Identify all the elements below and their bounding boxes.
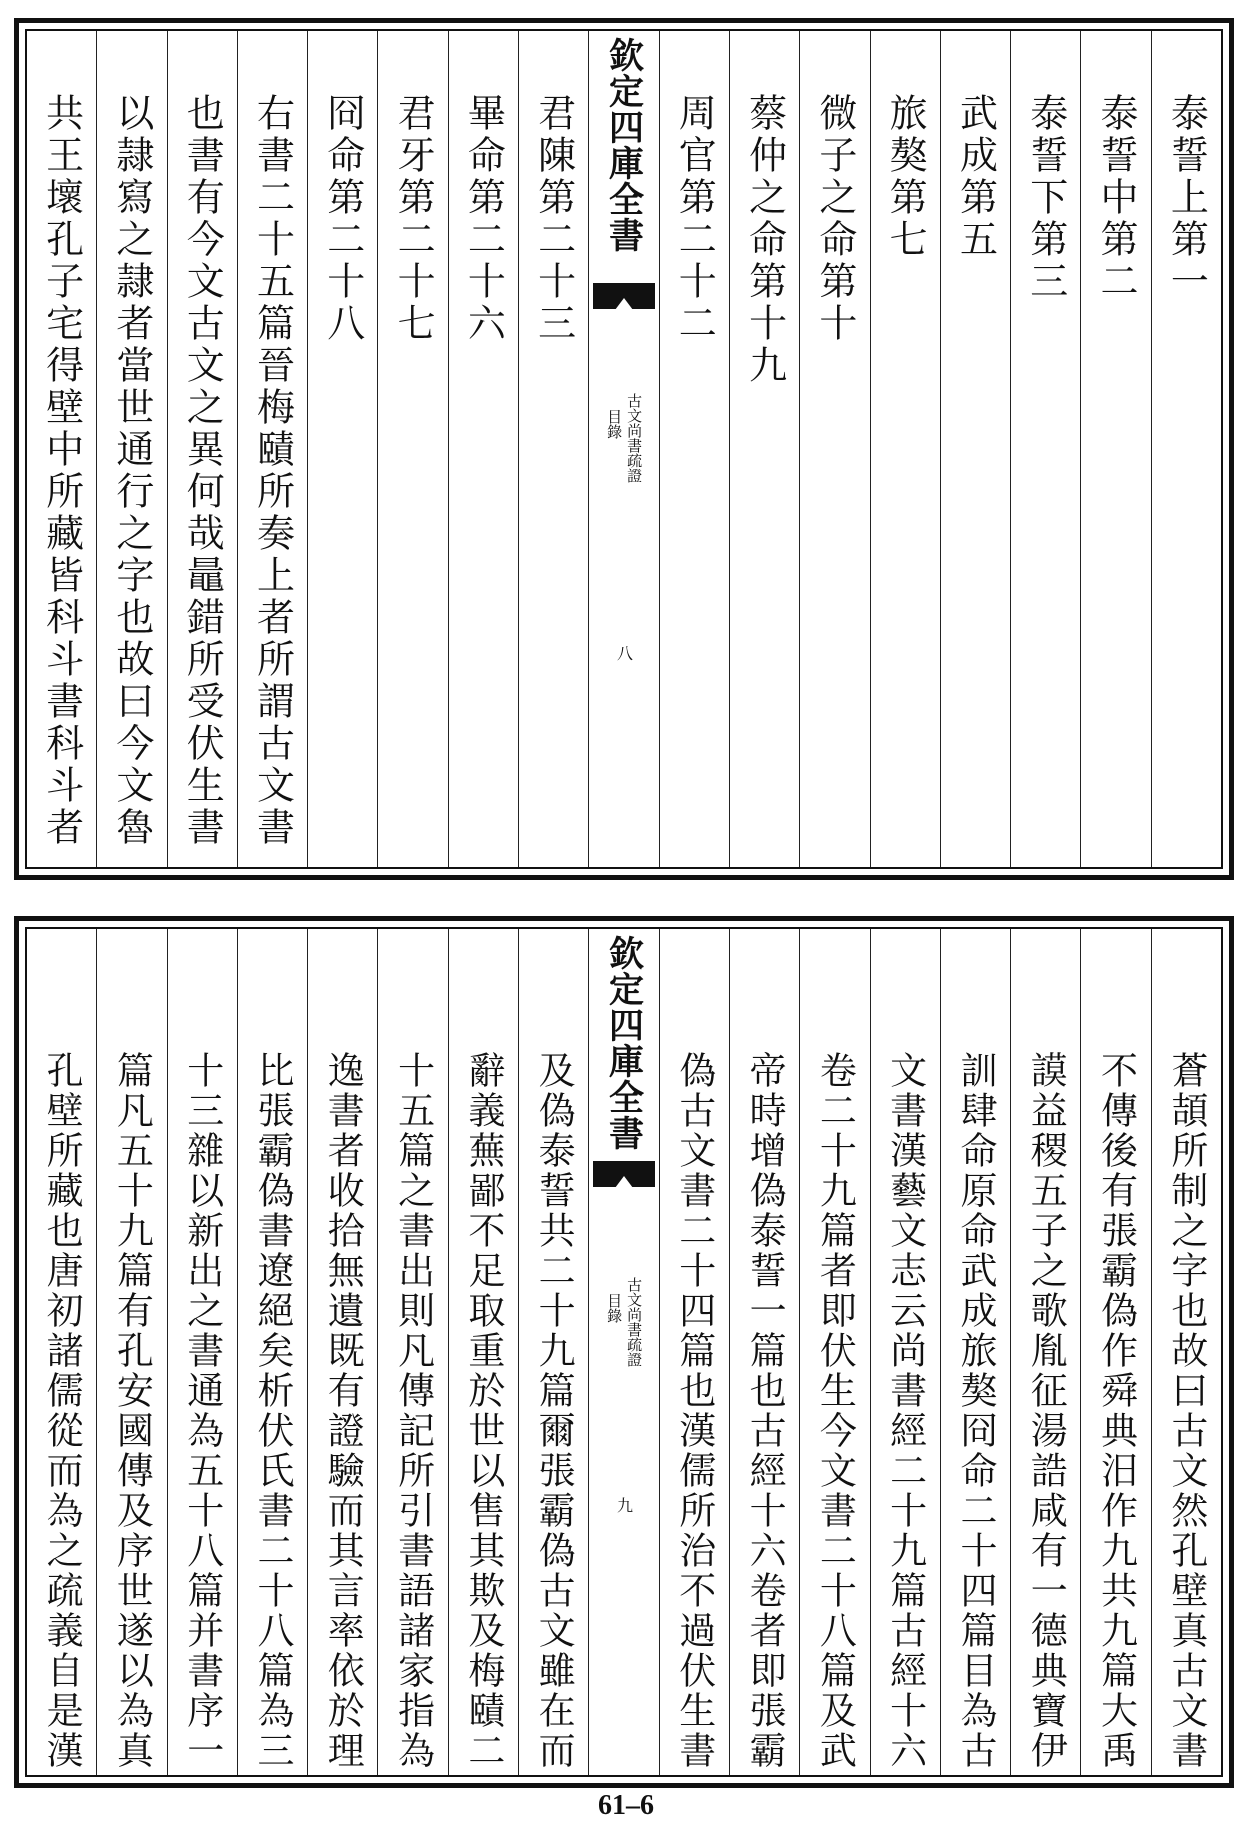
text-column: 文書漢藝文志云尚書經二十九篇古經十六 — [870, 929, 940, 1775]
bottom-columns — [27, 929, 1221, 1775]
book-banner: 欽定四庫全書 — [603, 935, 645, 1151]
text-column: 微子之命第十 — [799, 31, 869, 867]
text-column: 泰誓上第一 — [1151, 31, 1221, 867]
center-label-title: 古文尚書疏證 — [625, 393, 644, 483]
text-column: 孔壁所藏也唐初諸儒從而為之疏義自是漢 — [40, 1051, 84, 1771]
text-column: 蒼頡所制之字也故曰古文然孔壁真古文書 — [1151, 929, 1221, 1775]
text-column: 周官第二十二 — [659, 31, 729, 867]
text-column: 共王壞孔子宅得壁中所藏皆科斗書科斗者 — [39, 93, 84, 849]
center-fold-strip — [588, 929, 658, 1775]
fishtail-mark — [593, 283, 654, 309]
center-label-title: 古文尚書疏證 — [625, 1277, 644, 1367]
text-column: 泰誓中第二 — [1080, 31, 1150, 867]
text-column: 及偽泰誓共二十九篇爾張霸偽古文雖在而 — [518, 929, 588, 1775]
text-column: 君陳第二十三 — [518, 31, 588, 867]
center-fold-strip — [588, 31, 658, 867]
text-column: 武成第五 — [940, 31, 1010, 867]
center-label-section: 目錄 — [605, 409, 624, 439]
text-column: 冏命第二十八 — [307, 31, 377, 867]
text-column: 偽古文書二十四篇也漢儒所治不過伏生書 — [659, 929, 729, 1775]
leaf-number: 九 — [614, 1497, 634, 1513]
text-column: 帝時增偽泰誓一篇也古經十六卷者即張霸 — [729, 929, 799, 1775]
top-columns — [27, 31, 1221, 867]
text-column: 畢命第二十六 — [448, 31, 518, 867]
top-page-frame — [14, 18, 1234, 880]
leaf-number: 八 — [614, 645, 634, 661]
text-column: 旅獒第七 — [870, 31, 940, 867]
text-column: 右書二十五篇晉梅賾所奏上者所謂古文書 — [237, 31, 307, 867]
text-column: 訓肆命原命武成旅獒冏命二十四篇目為古 — [940, 929, 1010, 1775]
text-column: 以隷寫之隷者當世通行之字也故曰今文魯 — [96, 31, 166, 867]
text-column: 辭義蕪鄙不足取重於世以售其欺及梅賾二 — [448, 929, 518, 1775]
center-label-section: 目錄 — [605, 1293, 624, 1323]
text-column: 比張霸偽書遼絕矣析伏氏書二十八篇為三 — [237, 929, 307, 1775]
text-column: 君牙第二十七 — [377, 31, 447, 867]
top-page-inner-frame — [25, 29, 1223, 869]
text-column: 篇凡五十九篇有孔安國傳及序世遂以為真 — [96, 929, 166, 1775]
bottom-page-inner-frame — [25, 927, 1223, 1777]
text-column: 逸書者收拾無遺既有證驗而其言率依於理 — [307, 929, 377, 1775]
text-column: 謨益稷五子之歌胤征湯誥咸有一德典寶伊 — [1010, 929, 1080, 1775]
bottom-page-frame — [14, 916, 1234, 1788]
page-number: 61–6 — [598, 1790, 654, 1821]
text-column: 卷二十九篇者即伏生今文書二十八篇及武 — [799, 929, 869, 1775]
text-column: 也書有今文古文之異何哉鼂錯所受伏生書 — [167, 31, 237, 867]
text-column: 蔡仲之命第十九 — [729, 31, 799, 867]
text-column: 十五篇之書出則凡傳記所引書語諸家指為 — [377, 929, 447, 1775]
book-banner: 欽定四庫全書 — [603, 37, 645, 253]
text-column: 泰誓下第三 — [1010, 31, 1080, 867]
text-column: 不傳後有張霸偽作舜典汨作九共九篇大禹 — [1080, 929, 1150, 1775]
text-column: 十三雜以新出之書通為五十八篇并書序一 — [167, 929, 237, 1775]
fishtail-mark — [593, 1161, 654, 1187]
